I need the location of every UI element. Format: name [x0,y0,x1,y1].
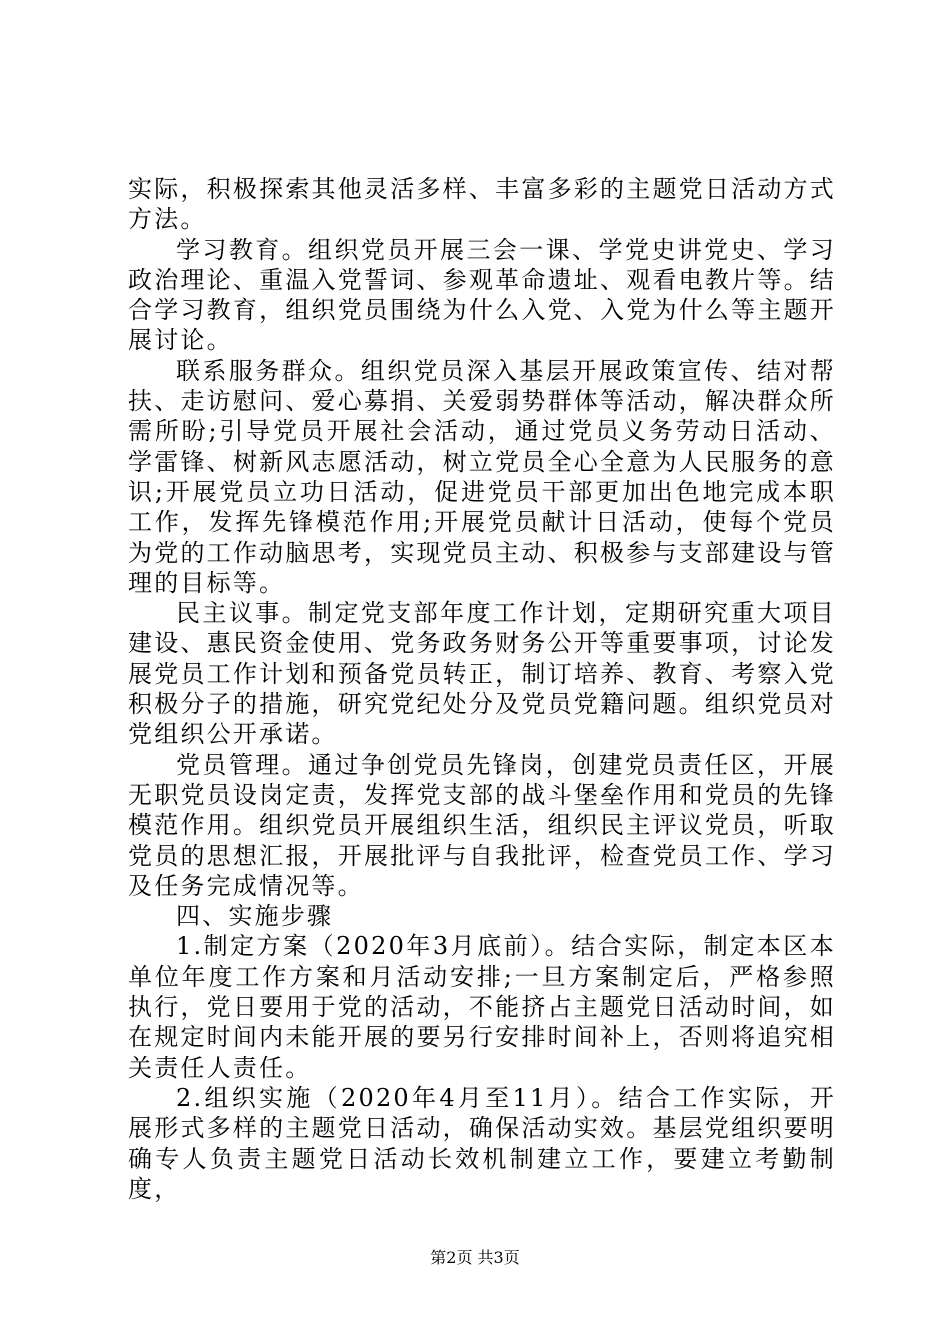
paragraph-step-1: 1.制定方案（2020年3月底前）。结合实际，制定本区本单位年度工作方案和月活动安排;一旦方案制定后，严格参照执行，党日要用于党的活动，不能挤占主题党日活动时间，如在规定时间内未能开展的要另行安排时间补上，否则将追究相关责任人责任。 [128,932,836,1082]
paragraph-step-2: 2.组织实施（2020年4月至11月）。结合工作实际，开展形式多样的主题党日活动，确保活动实效。基层党组织要明确专人负责主题党日活动长效机制建立工作，要建立考勤制度， [128,1083,836,1203]
paragraph-serve-masses: 联系服务群众。组织党员深入基层开展政策宣传、结对帮扶、走访慰问、爱心募捐、关爱弱势群体等活动，解决群众所需所盼;引导党员开展社会活动，通过党员义务劳动日活动、学雷锋、树新风志愿活动，树立党员全心全意为人民服务的意识;开展党员立功日活动，促进党员干部更加出色地完成本职工作，发挥先锋模范作用;开展党员献计日活动，使每个党员为党的工作动脑思考，实现党员主动、积极参与支部建设与管理的目标等。 [128,356,836,597]
paragraph-democratic-deliberation: 民主议事。制定党支部年度工作计划，定期研究重大项目建设、惠民资金使用、党务政务财务公开等重要事项，讨论发展党员工作计划和预备党员转正，制订培养、教育、考察入党积极分子的措施，研究党纪处分及党员党籍问题。组织党员对党组织公开承诺。 [128,599,836,749]
page-number-footer: 第2页 共3页 [430,1248,520,1267]
paragraph-continuation: 实际，积极探索其他灵活多样、丰富多彩的主题党日活动方式方法。 [128,175,836,234]
paragraph-study-education: 学习教育。组织党员开展三会一课、学党史讲党史、学习政治理论、重温入党誓词、参观革命遗址、观看电教片等。结合学习教育，组织党员围绕为什么入党、入党为什么等主题开展讨论。 [128,235,836,355]
section-heading-implementation-steps: 四、实施步骤 [176,902,334,931]
paragraph-member-management: 党员管理。通过争创党员先锋岗，创建党员责任区，开展无职党员设岗定责，发挥党支部的战斗堡垒作用和党员的先锋模范作用。组织党员开展组织生活，组织民主评议党员，听取党员的思想汇报，开展批评与自我批评，检查党员工作、学习及任务完成情况等。 [128,750,836,900]
document-body [128,174,836,1204]
